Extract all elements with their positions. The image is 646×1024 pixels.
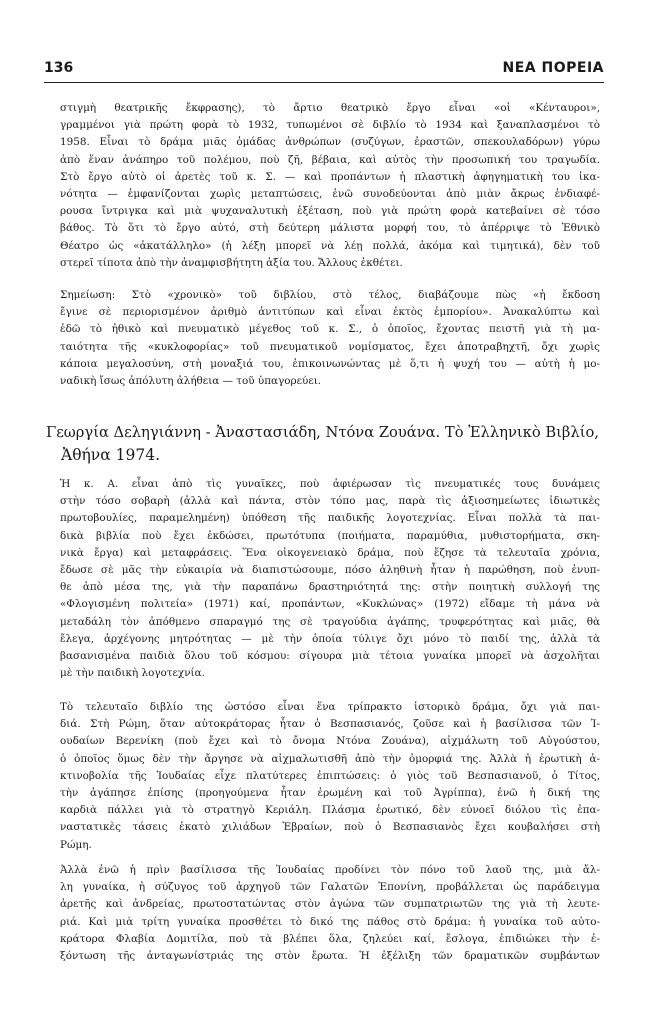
review-paragraph-1: [60, 100, 600, 272]
text-line: τὴν ἀγάπησε ἐπίσης (προηγούμενα ἦταν ἐρωμένη καὶ τοῦ Ἀγρίππα), ἐνῶ ἡ δική της: [60, 787, 600, 800]
text-line: ἀπὸ ἕναν ἀνάπηρο τοῦ πολέμου, ποὺ ζῆ, βέβαια, καὶ αὐτὸς τὴν προσωπική του τραγωδία.: [60, 153, 600, 166]
text-line: ξόντωση τῆς ἀνταγωνίστριάς της στὸν ἔρωτα. Ἡ ἐξέλιξη τῶν δραματικῶν συμβάντων: [60, 950, 600, 963]
text-line: ριά. Καὶ μιὰ τρίτη γυναίκα προσθέτει τὸ δικό της πάθος στὸ δράμα: ἡ γυναίκα τοῦ αὐτο-: [60, 915, 600, 928]
text-line: ἔδωσε σὲ μᾶς τὴν εὐκαιρία νὰ διαπιστώσουμε, πόσο ἀληθινὴ ἦταν ἡ παρώθηση, ποὺ ἐνυπ-: [60, 564, 600, 577]
text-line: 1958. Εἶναι τὸ δράμα μιᾶς ὁμάδας ἀνθρώπων (συζύγων, ἐραστῶν, σπεκουλαδόρων) γύρω: [60, 136, 600, 149]
text-line: νικὰ ἔργα) καὶ μεταφράσεις. Ἕνα οἰκογενειακὸ δράμα, ποὺ ἔζησε τὰ τελευταῖα χρόνια,: [60, 546, 600, 559]
text-line: Ρώμη.: [60, 838, 92, 851]
review-paragraph-3: [60, 699, 600, 854]
text-line: καρδιὰ πάλλει γιὰ τὸ στρατηγὸ Κεριάλη. Πλάσμα ἐρωτικό, δὲν εὐνοεῖ διόλου τὶς ἐπα-: [60, 804, 600, 817]
text-line: κράτορα Φλαβία Δομιτίλα, ποὺ τὰ βλέπει ὅλα, ζηλεύει καί, ἔσλογα, ἐπιδιώκει τὴν ἐ-: [60, 932, 600, 945]
text-line: μεταδάλη τὸν ἀπόθμενο σπαραγμό της σὲ τραγούδια ἀγάπης, τρυφερότητας καὶ μιᾶς, θὰ: [60, 615, 600, 628]
text-line: βάθος. Τὸ ὅτι τὸ ἔργο αὐτό, στὴ δεύτερη μάλιστα μορφή του, τὸ ἀπέρριψε τὸ Ἐθνικὸ: [60, 222, 600, 235]
text-line: Στὸ ἔργο αὐτὸ οἱ ἀρετὲς τοῦ κ. Σ. — καὶ προπάντων ἡ πλαστικὴ ἀφηγηματικὴ του ἱκα-: [60, 170, 600, 183]
text-line: «Φλογισμένη πολιτεία» (1971) καί, προπάντων, «Κυκλώνας» (1972) εἴδαμε τὴ μάνα νὰ: [60, 598, 600, 611]
running-head: [44, 60, 604, 84]
text-line: Τὸ τελευταῖο διβλίο της ὡστόσο εἶναι ἕνα τρίπρακτο ἱστορικὸ δράμα, ὄχι γιὰ παι-: [60, 701, 600, 713]
text-line: στιγμὴ θεατρικῆς ἔκφρασης), τὸ ἄρτιο θεατρικὸ ἔργο εἶναι «οἱ «Κένταυροι»,: [60, 102, 600, 114]
review-paragraph-4: [60, 862, 600, 965]
text-line: στερεῖ τίποτα ἀπὸ τὴν ἀναμφισβήτητη ἀξία του. Ἄλλους ἐκθέτει.: [60, 256, 403, 269]
text-line: νότητα — ἐμφανίζονται χωρὶς μεταπτώσεις, ἐνῶ συνοδεύονται ἀπὸ μιὰν ἄκρως ἐνδιαφέ-: [60, 188, 600, 201]
text-line: μὲ τὴν παιδικὴ λογοτεχνία.: [60, 667, 205, 680]
review-title-line-1: Γεωργία Δεληγιάννη - Ἀναστασιάδη, Ντόνα Ζουάνα. Τὸ Ἑλληνικὸ Βιβλίο,: [46, 424, 599, 441]
text-line: ναστατικὲς τάσεις ἑκατὸ χιλιάδων Ἑβραίων, ποὺ ὁ Βεσπασιανὸς ἔχει κουβαλήσει στὴ: [60, 821, 600, 834]
text-line: ἐδῶ τὸ ἠθικὸ καὶ πνευματικὸ μέγεθος τοῦ κ. Σ., ὁ ὁποῖος, ἔχοντας πειστῆ γιὰ τὴ μα-: [60, 323, 600, 336]
review-paragraph-2: [60, 476, 600, 682]
text-line: λη γυναίκα, ἡ σύζυγος τοῦ ἀρχηγοῦ τῶν Γαλατῶν Ἐπονίνη, προβάλλεται ὡς παράδειγμα: [60, 881, 600, 894]
text-line: ναδικὴ ἴσως ἀπόλυτη ἀλήθεια — τοῦ ὑπαγορεύει.: [60, 375, 322, 388]
text-line: στὴν τόσο σοβαρὴ (ἀλλὰ καὶ πάντα, στὸν τόπο μας, παρὰ τὶς ἀξιοσημείωτες ἰδιωτικὲς: [60, 495, 600, 508]
journal-title: ΝΕΑ ΠΟΡΕΙΑ: [502, 60, 604, 76]
text-line: διά. Στὴ Ρώμη, ὅταν αὐτοκράτορας ἦταν ὁ Βεσπασιανός, ζοῦσε καὶ ἡ βασίλισσα τῶν Ἰ-: [60, 718, 600, 731]
text-line: ὁ ὁποῖος ὅμως δὲν τὴν ἄργησε νὰ αἰχμαλωτισθῆ ἀπὸ τὴν ὀμορφιά της. Ἀλλὰ ἡ ἐρωτικὴ ἀ-: [60, 752, 600, 765]
text-line: Θέατρο ὡς «ἀκατάλληλο» (ἡ λέξη μπορεῖ νὰ λέῃ πολλά, ἀκόμα καὶ τιμητικά), δὲν τοῦ: [60, 239, 600, 252]
text-line: κάποια μεγαλοσύνη, στὴ μοναξιά του, ἐπικοινωνώντας μὲ ὅ,τι ἡ ψυχή του — αὐτὴ ἡ μο-: [60, 357, 600, 370]
text-line: πρωτοβουλίες, παραμελημένη) ὑπόθεση τῆς παιδικῆς λογοτεχνίας. Εἶναι πολλὰ τὰ παι-: [60, 512, 600, 525]
text-line: γραμμένοι γιὰ πρώτη φορὰ τὸ 1932, τυπωμένοι σὲ διβλίο τὸ 1934 καὶ ξαναπλασμένοι τὸ: [60, 119, 600, 132]
text-line: ουδαίων Βερενίκη (ποὺ ἔχει καὶ τὸ ὄνομα Ντόνα Ζουάνα), αἰχμάλωτη τοῦ Αὐγούστου,: [60, 735, 600, 748]
review-title-line-2: Ἀθήνα 1974.: [61, 446, 161, 464]
text-line: ἔλεγα, ἀρχέγονης μητρότητας — μὲ τὴν ὁποία τύλιγε ὄχι μόνο τὸ παιδί της, ἀλλὰ τὰ: [60, 632, 600, 645]
text-line: Ἀλλὰ ἐνῶ ἡ πρὶν βασίλισσα τῆς Ἰουδαίας προδίνει τὸν πόνο τοῦ λαοῦ της, μιὰ ἄλ-: [60, 864, 600, 876]
text-line: ἔγινε σὲ περιορισμένον ἀριθμὸ ἀντιτύπων καὶ εἶναι ἐκτὸς ἐμπορίου». Ἀνακαλύπτω καὶ: [60, 306, 600, 319]
text-line: ταιότητα τῆς «κυκλοφορίας» τοῦ πνευματικοῦ νομίσματος, ἔχει ἀποτραβηχτῆ, ὄχι χωρὶς: [60, 340, 600, 353]
text-line: δικὰ βιβλία ποὺ ἔχει ἐκδώσει, πρωτότυπα (ποιήματα, παραμύθια, μυθιστορήματα, σκη-: [60, 529, 600, 542]
text-line: κτινοβολία τῆς Ἰουδαίας εἶχε πλατύτερες ἐπιπτώσεις: ὁ γιὸς τοῦ Βεσπασιανοῦ, ὁ Τίτος,: [60, 769, 600, 782]
header-rule: [44, 82, 604, 83]
review-note-paragraph: [60, 287, 600, 390]
text-line: Ἡ κ. Α. εἶναι ἀπὸ τὶς γυναῖκες, ποὺ ἀφιέρωσαν τὶς πνευματικές τους δυνάμεις: [60, 478, 600, 490]
text-line: ρουσα ἴντριγκα καὶ μιὰ ψυχαναλυτικὴ ἐξέταση, ποὺ γιὰ πρώτη φορὰ κατεβαίνει σὲ τόσο: [60, 205, 600, 218]
text-line: θε ἀπὸ μέσα της, γιὰ τὴν παραπάνω δραστηριότητά της: στὴν ποιητικὴ συλλογή της: [60, 581, 600, 594]
text-line: Σημείωση: Στὸ «χρονικὸ» τοῦ διβλίου, στὸ τέλος, διαβάζουμε πὼς «ἡ ἔκδοση: [60, 289, 600, 301]
text-line: βασανισμένα παιδιὰ ὅλου τοῦ κόσμου: σίγουρα μιὰ τέτοια γυναίκα μπορεῖ νὰ ἀσχολῆται: [60, 650, 600, 663]
review-title: [46, 422, 606, 466]
page-number: 136: [44, 60, 74, 76]
text-line: ἀρετῆς καὶ ἀνδρείας, πρωτοστατώντας στὸν ἀγώνα τῶν συμπατριωτῶν της γιὰ τὴ λευτε-: [60, 898, 600, 911]
